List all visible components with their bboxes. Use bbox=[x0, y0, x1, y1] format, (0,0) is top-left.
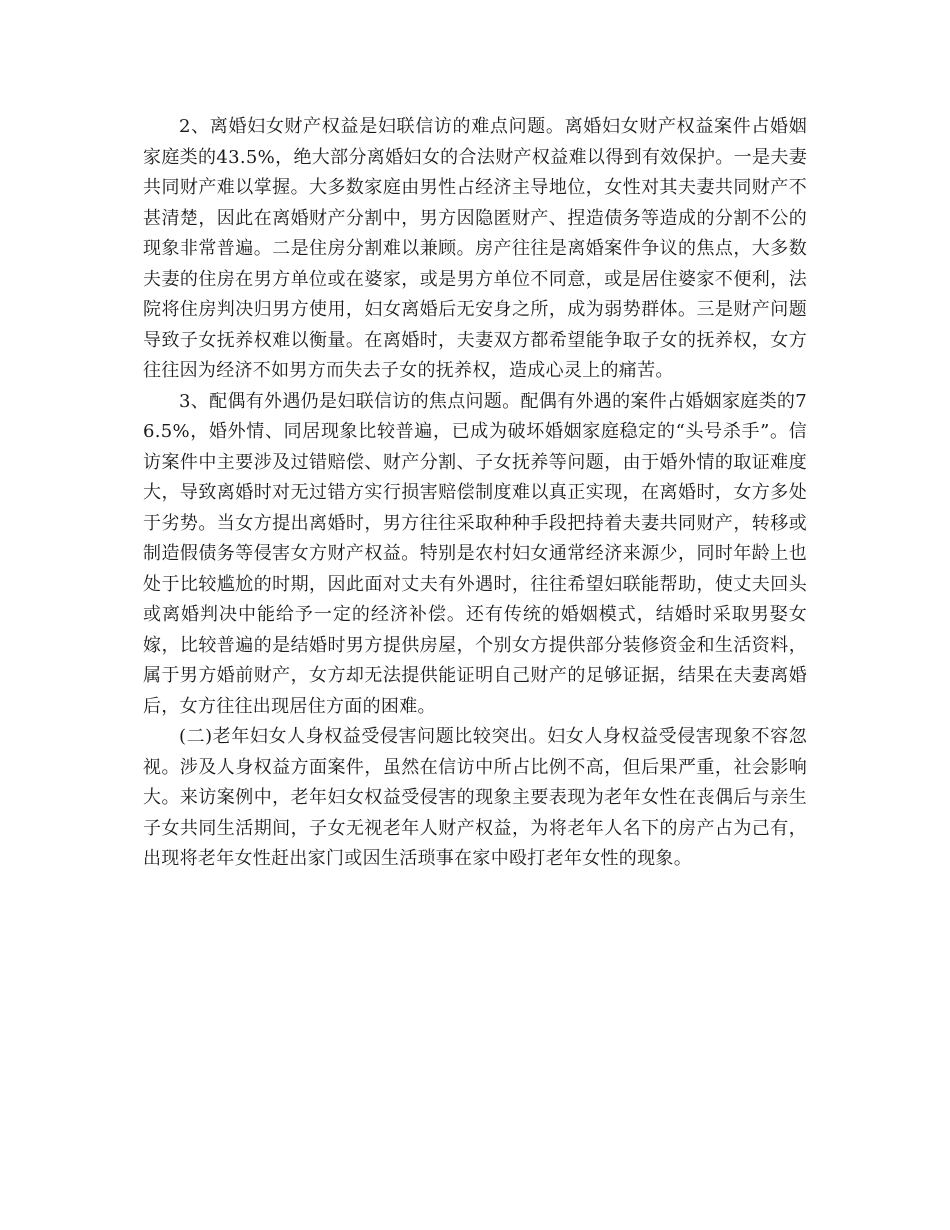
paragraph-spouse-affair: 3、配偶有外遇仍是妇联信访的焦点问题。配偶有外遇的案件占婚姻家庭类的76.5%，婚外情、同居现象比较普遍，已成为破坏婚姻家庭稳定的“头号杀手”。信访案件中主要涉及过错赔偿、财产分割、子女抚养等问题，由于婚外情的取证难度大，导致离婚时对无过错方实行损害赔偿制度难以真正实现，在离婚时，女方多处于劣势。当女方提出离婚时，男方往往采取种种手段把持着夫妻共同财产，转移或制造假债务等侵害女方财产权益。特别是农村妇女通常经济来源少，同时年龄上也处于比较尴尬的时期，因此面对丈夫有外遇时，往往希望妇联能帮助，使丈夫回头或离婚判决中能给予一定的经济补偿。还有传统的婚姻模式，结婚时采取男娶女嫁，比较普遍的是结婚时男方提供房屋，个别女方提供部分装修资金和生活资料，属于男方婚前财产，女方却无法提供能证明自己财产的足够证据，结果在夫妻离婚后，女方往往出现居住方面的困难。 bbox=[143, 390, 807, 717]
paragraph-divorce-property: 2、离婚妇女财产权益是妇联信访的难点问题。离婚妇女财产权益案件占婚姻家庭类的43.5%，绝大部分离婚妇女的合法财产权益难以得到有效保护。一是夫妻共同财产难以掌握。大多数家庭由男性占经济主导地位，女性对其夫妻共同财产不甚清楚，因此在离婚财产分割中，男方因隐匿财产、捏造债务等造成的分割不公的现象非常普遍。二是住房分割难以兼顾。房产往往是离婚案件争议的焦点，大多数夫妻的住房在男方单位或在婆家，或是男方单位不同意，或是居住婆家不便利，法院将住房判决归男方使用，妇女离婚后无安身之所，成为弱势群体。三是财产问题导致子女抚养权难以衡量。在离婚时，夫妻双方都希望能争取子女的抚养权，女方往往因为经济不如男方而失去子女的抚养权，造成心灵上的痛苦。 bbox=[143, 116, 807, 381]
document-body bbox=[143, 112, 807, 875]
paragraph-elderly-women-rights: (二)老年妇女人身权益受侵害问题比较突出。妇女人身权益受侵害现象不容忽视。涉及人身权益方面案件，虽然在信访中所占比例不高，但后果严重，社会影响大。来访案例中，老年妇女权益受侵害的现象主要表现为老年女性在丧偶后与亲生子女共同生活期间，子女无视老年人财产权益，为将老年人名下的房产占为己有，出现将老年女性赶出家门或因生活琐事在家中殴打老年女性的现象。 bbox=[143, 726, 807, 869]
